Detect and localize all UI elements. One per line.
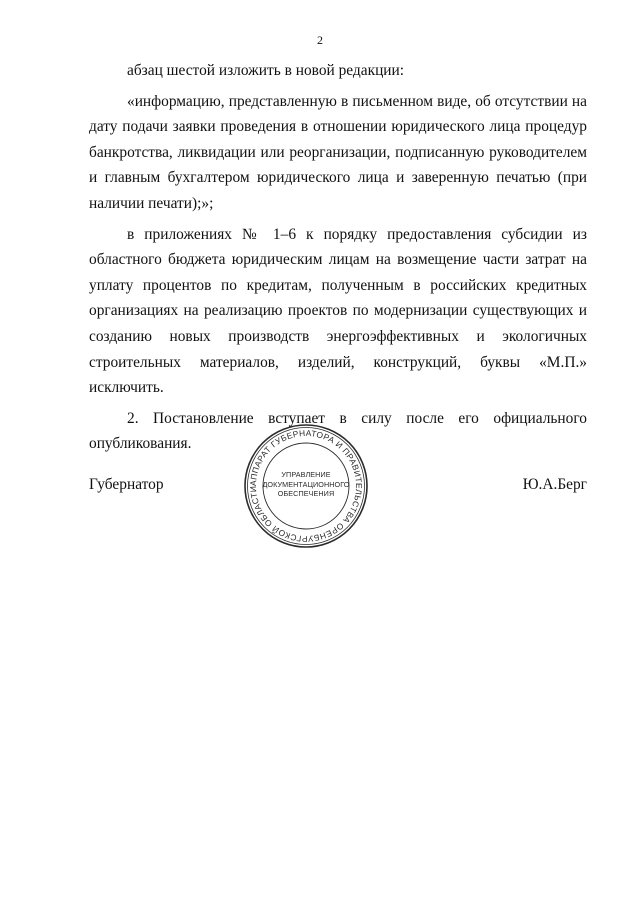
seal-center-line: ОБЕСПЕЧЕНИЯ bbox=[277, 489, 335, 499]
seal-center-text bbox=[243, 470, 369, 499]
seal-center-line: УПРАВЛЕНИЕ bbox=[281, 470, 331, 479]
signatory-title: Губернатор bbox=[89, 476, 164, 493]
seal-center-line: ДОКУМЕНТАЦИОННОГО bbox=[262, 479, 350, 489]
paragraph-amendment-intro: абзац шестой изложить в новой редакции: bbox=[127, 62, 405, 79]
signatory-name: Ю.А.Берг bbox=[522, 476, 587, 493]
svg-text:АППАРАТ ГУБЕРНАТОРА И ПРАВИТЕЛ: АППАРАТ ГУБЕРНАТОРА И ПРАВИТЕЛЬСТВА ОРЕНБУРГСКОЙ ОБЛАСТИ bbox=[247, 427, 365, 545]
document-body bbox=[89, 58, 587, 457]
page-number: 2 bbox=[317, 33, 323, 47]
paragraph-amendment-text: «информацию, представленную в письменном виде, об отсутствии на дату подачи заявки проведения в отношении юридического лица процедур банкротства, ликвидации или реорганизации, подписанную руководителем и главным бухгалтером юридического лица и заверенную печатью (при наличии печати);»; bbox=[89, 92, 587, 212]
paragraph-effective-date: 2. Постановление вступает в силу после его официального опубликования. bbox=[89, 409, 587, 453]
paragraph-appendices: в приложениях № 1–6 к порядку предоставления субсидии из областного бюджета юридическим лицам на возмещение части затрат на уплату процентов по кредитам, полученным в российских кредитных организациях на реализацию проектов по модернизации существующих и созданию новых производств энергоэффективных и экологичных строительных материалов, изделий, конструкций, буквы «М.П.» исключить. bbox=[89, 225, 587, 397]
official-seal-stamp bbox=[243, 423, 369, 549]
